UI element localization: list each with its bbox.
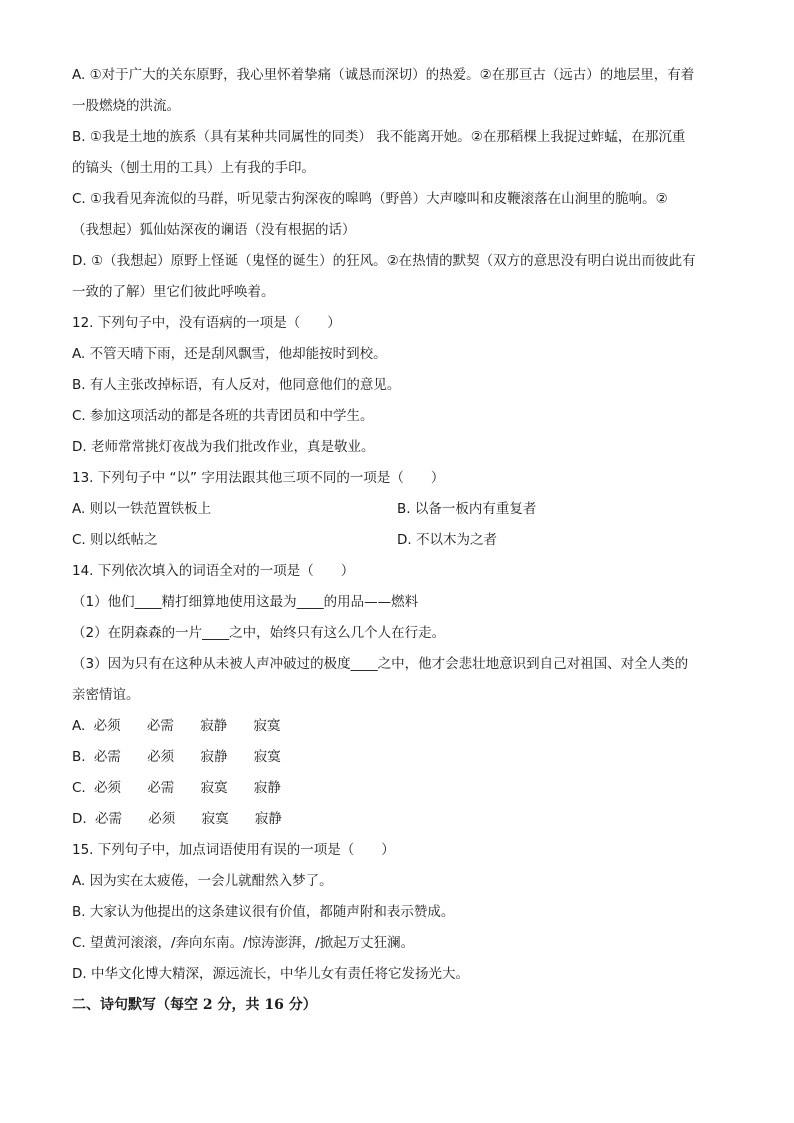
q14-option-a <box>72 711 722 742</box>
q11-option-b-line1: B. ①我是土地的族系（具有某种共同属性的同类） 我不能离开她。②在那稻棵上我捉过蚱蜢，在那沉重 <box>72 129 686 145</box>
option-word: 必需 <box>147 780 175 796</box>
q15-option-d: D. 中华文化博大精深，源远流长，中华儿女有责任将它发扬光大。 <box>72 966 469 982</box>
option-label: B. <box>72 749 86 765</box>
option-word: 寂寞 <box>253 718 281 734</box>
option-label: C. <box>72 780 86 796</box>
q11-option-b-line2: 的镐头（刨土用的工具）上有我的手印。 <box>72 160 315 176</box>
question-15 <box>72 835 722 990</box>
option-label: D. <box>72 811 87 827</box>
q13-options-row2 <box>72 525 722 556</box>
q11-option-a-line2: 一股燃烧的洪流。 <box>72 98 180 114</box>
q13-option-d: D. 不以木为之者 <box>397 532 497 548</box>
q14-sentence-3-line2: 亲密情谊。 <box>72 687 140 703</box>
q13-option-c: C. 则以纸帖之 <box>72 532 158 548</box>
option-word: 必须 <box>93 718 121 734</box>
q15-option-b: B. 大家认为他提出的这条建议很有价值，都随声附和表示赞成。 <box>72 904 455 920</box>
option-word: 必须 <box>147 749 175 765</box>
option-word: 寂寞 <box>200 780 228 796</box>
option-word: 寂寞 <box>253 749 281 765</box>
q14-option-b <box>72 742 722 773</box>
q14-sentence-2: （2）在阴森森的一片____之中，始终只有这么几个人在行走。 <box>72 625 446 641</box>
q12-stem: 12. 下列句子中，没有语病的一项是（ ） <box>72 315 341 331</box>
option-word: 必需 <box>146 718 174 734</box>
q14-option-c <box>72 773 722 804</box>
exam-page <box>72 60 722 1021</box>
option-word: 寂静 <box>253 780 281 796</box>
q12-option-d: D. 老师常常挑灯夜战为我们批改作业，真是敬业。 <box>72 439 375 455</box>
q11-option-d-line2: 一致的了解）里它们彼此呼唤着。 <box>72 284 275 300</box>
q14-sentence-3-line1: （3）因为只有在这种从未被人声冲破过的极度____之中，他才会悲壮地意识到自己对祖国、对全人类的 <box>72 656 689 672</box>
q12-option-b: B. 有人主张改掉标语，有人反对，他同意他们的意见。 <box>72 377 401 393</box>
q12-option-c: C. 参加这项活动的都是各班的共青团员和中学生。 <box>72 408 374 424</box>
question-12 <box>72 308 722 463</box>
q11-option-c-line2: （我想起）狐仙姑深夜的谰语（没有根据的话） <box>72 222 356 238</box>
option-word: 寂静 <box>254 811 282 827</box>
q14-sentence-1: （1）他们____精打细算地使用这最为____的用品——燃料 <box>72 594 419 610</box>
question-14 <box>72 556 722 835</box>
option-word: 必须 <box>94 780 122 796</box>
q11-option-d-line1: D. ①（我想起）原野上怪诞（鬼怪的诞生）的狂风。②在热情的默契（双方的意思没有明白说出而彼此有 <box>72 253 696 269</box>
q12-option-a: A. 不管天晴下雨，还是刮风飘雪，他却能按时到校。 <box>72 346 387 362</box>
q13-options-row1 <box>72 494 722 525</box>
q15-stem: 15. 下列句子中，加点词语使用有误的一项是（ ） <box>72 842 395 858</box>
option-word: 寂静 <box>200 749 228 765</box>
question-13 <box>72 463 722 556</box>
q14-stem: 14. 下列依次填入的词语全对的一项是（ ） <box>72 563 355 579</box>
q14-option-d <box>72 804 722 835</box>
q15-option-a: A. 因为实在太疲倦，一会儿就酣然入梦了。 <box>72 873 333 889</box>
question-11-options <box>72 60 722 308</box>
section-2-heading: 二、诗句默写（每空 2 分，共 16 分） <box>72 997 317 1013</box>
q15-option-c: C. 望黄河滚滚，/奔向东南。/惊涛澎湃，/掀起万丈狂澜。 <box>72 935 415 951</box>
q13-stem: 13. 下列句子中 “以” 字用法跟其他三项不同的一项是（ ） <box>72 470 445 486</box>
q13-option-b: B. 以备一板内有重复者 <box>397 501 537 517</box>
option-word: 必需 <box>94 811 122 827</box>
option-word: 寂静 <box>200 718 228 734</box>
q11-option-a-line1: A. ①对于广大的关东原野，我心里怀着挚痛（诚恳而深切）的热爱。②在那亘古（远古）的地层里，有着 <box>72 67 695 83</box>
q11-option-c-line1: C. ①我看见奔流似的马群，听见蒙古狗深夜的嗥鸣（野兽）大声嚎叫和皮鞭滚落在山涧里的脆响。② <box>72 191 668 207</box>
option-label: A. <box>72 718 86 734</box>
q13-option-a: A. 则以一铁范置铁板上 <box>72 501 212 517</box>
option-word: 必须 <box>148 811 176 827</box>
option-word: 必需 <box>93 749 121 765</box>
option-word: 寂寞 <box>201 811 229 827</box>
